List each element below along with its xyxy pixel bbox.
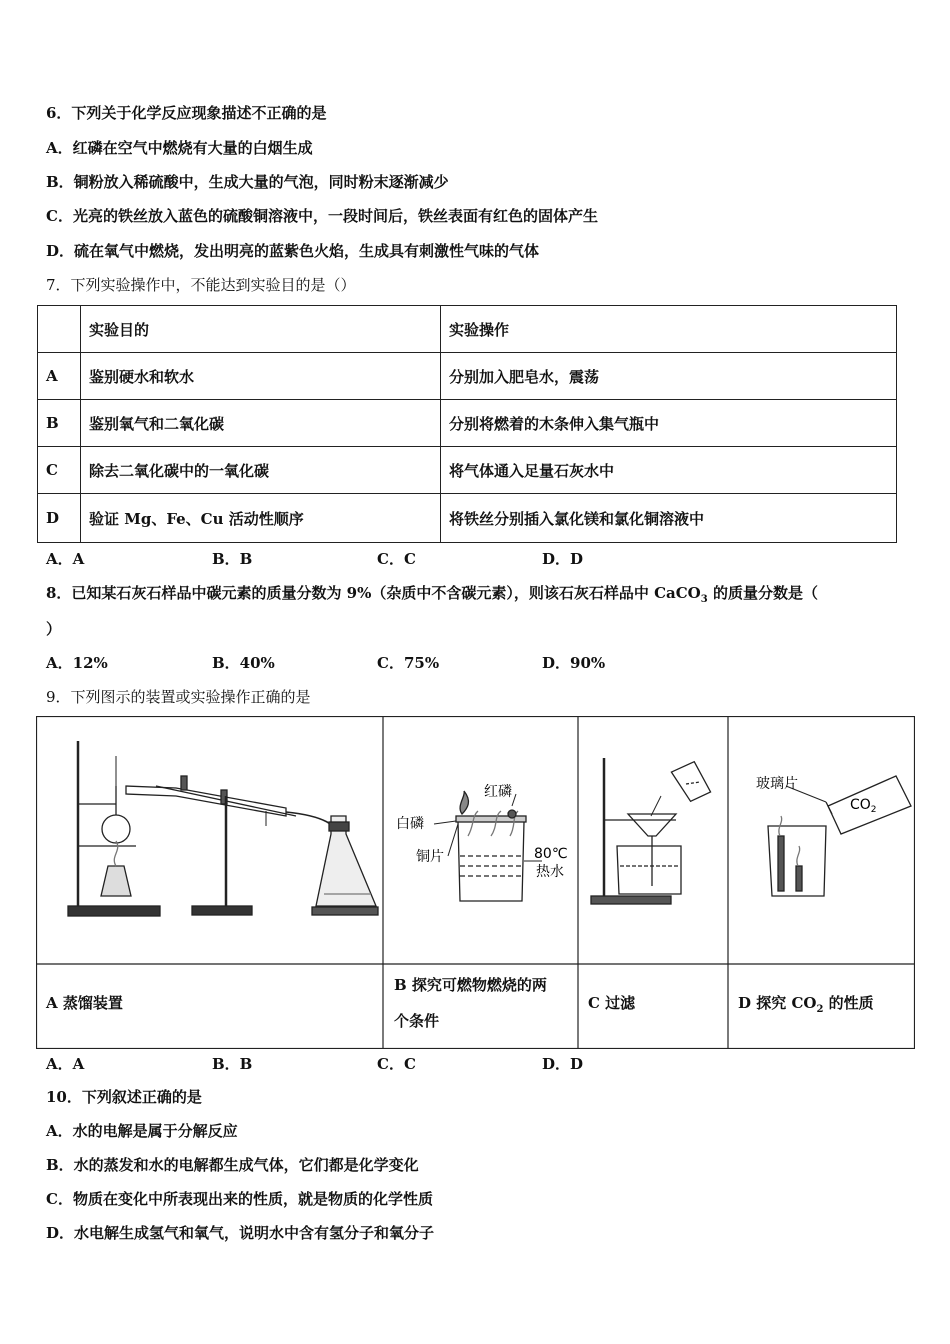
distillation-apparatus: [68, 741, 378, 916]
q9-figure-table: [36, 716, 915, 1049]
table-row: [38, 447, 897, 494]
answer-c: C．C: [377, 550, 416, 568]
q6-option-a: A．红磷在空气中燃烧有大量的白烟生成: [46, 139, 313, 157]
answer-d: D．D: [542, 550, 584, 568]
q8-stem-sub: 3: [700, 594, 708, 605]
table-row: [38, 400, 897, 447]
row-goal: 鉴别氧气和二氧化碳: [81, 400, 441, 447]
label-copper-sheet: 铜片: [416, 849, 444, 865]
q9-stem: 9．下列图示的装置或实验操作正确的是: [46, 688, 311, 706]
answer-b: B．B: [212, 550, 253, 568]
answer-c: C．C: [377, 1055, 416, 1073]
row-label: C: [38, 447, 81, 494]
answer-b: B．B: [212, 1055, 253, 1073]
row-op: 将气体通入足量石灰水中: [441, 447, 897, 494]
q7-stem: 7．下列实验操作中，不能达到实验目的是（）: [46, 276, 356, 294]
caption-c: C 过滤: [588, 994, 636, 1012]
row-goal: 验证 Mg、Fe、Cu 活动性顺序: [81, 494, 441, 543]
caption-b-line2: 个条件: [394, 1012, 440, 1030]
row-op: 分别加入肥皂水，震荡: [441, 353, 897, 400]
q10-option-d: D．水电解生成氢气和氧气，说明水中含有氢分子和氧分子: [46, 1224, 435, 1242]
row-goal: 鉴别硬水和软水: [81, 353, 441, 400]
label-temperature: 80℃: [534, 846, 568, 862]
combustion-experiment: [434, 791, 542, 901]
caption-a: A 蒸馏装置: [46, 994, 123, 1012]
q10-stem: 10．下列叙述正确的是: [46, 1088, 202, 1106]
answer-d: D．90%: [542, 654, 606, 672]
q6-option-d: D．硫在氧气中燃烧，发出明亮的蓝紫色火焰，生成具有刺激性气味的气体: [46, 242, 540, 260]
q7-table: [37, 305, 897, 543]
q10-option-b: B．水的蒸发和水的电解都生成气体，它们都是化学变化: [46, 1156, 419, 1174]
answer-a: A．A: [46, 550, 85, 568]
caption-b-line1: B 探究可燃物燃烧的两: [394, 976, 547, 994]
q10-option-a: A．水的电解是属于分解反应: [46, 1122, 238, 1140]
row-label: D: [38, 494, 81, 543]
answer-b: B．40%: [212, 654, 275, 672]
label-red-phosphorus: 红磷: [484, 784, 512, 800]
q10-option-c: C．物质在变化中所表现出来的性质，就是物质的化学性质: [46, 1190, 433, 1208]
q8-stem-end: ）: [46, 620, 62, 638]
q8-stem-post: 的质量分数是（: [707, 584, 818, 602]
label-hot-water: 热水: [536, 864, 564, 880]
row-op: 将铁丝分别插入氯化镁和氯化铜溶液中: [441, 494, 897, 543]
q7-header-blank: [38, 306, 81, 353]
caption-d: D 探究 $CO_2$ 的性质: [738, 994, 874, 1015]
q6-option-b: B．铜粉放入稀硫酸中，生成大量的气泡，同时粉末逐渐减少: [46, 173, 449, 191]
q8-stem: [46, 582, 818, 605]
label-glass-sheet: 玻璃片: [756, 776, 798, 792]
filtration-apparatus: [591, 758, 711, 904]
answer-d: D．D: [542, 1055, 584, 1073]
row-op: 分别将燃着的木条伸入集气瓶中: [441, 400, 897, 447]
co2-experiment: [768, 776, 911, 896]
row-label: B: [38, 400, 81, 447]
answer-a: A．12%: [46, 654, 108, 672]
table-row: [38, 494, 897, 543]
row-goal: 除去二氧化碳中的一氧化碳: [81, 447, 441, 494]
q8-stem-pre: 8．已知某石灰石样品中碳元素的质量分数为 9%（杂质中不含碳元素），则该石灰石样品中 CaCO: [46, 584, 701, 602]
q6-option-c: C．光亮的铁丝放入蓝色的硫酸铜溶液中，一段时间后，铁丝表面有红色的固体产生: [46, 207, 598, 225]
q7-header-op: 实验操作: [441, 306, 897, 353]
q7-header-goal: 实验目的: [81, 306, 441, 353]
label-co2: $CO_2$: [850, 797, 877, 815]
answer-a: A．A: [46, 1055, 85, 1073]
table-row: [38, 353, 897, 400]
label-white-phosphorus: 白磷: [396, 816, 424, 832]
answer-c: C．75%: [377, 654, 440, 672]
q6-stem: 6．下列关于化学反应现象描述不正确的是: [46, 104, 327, 122]
row-label: A: [38, 353, 81, 400]
